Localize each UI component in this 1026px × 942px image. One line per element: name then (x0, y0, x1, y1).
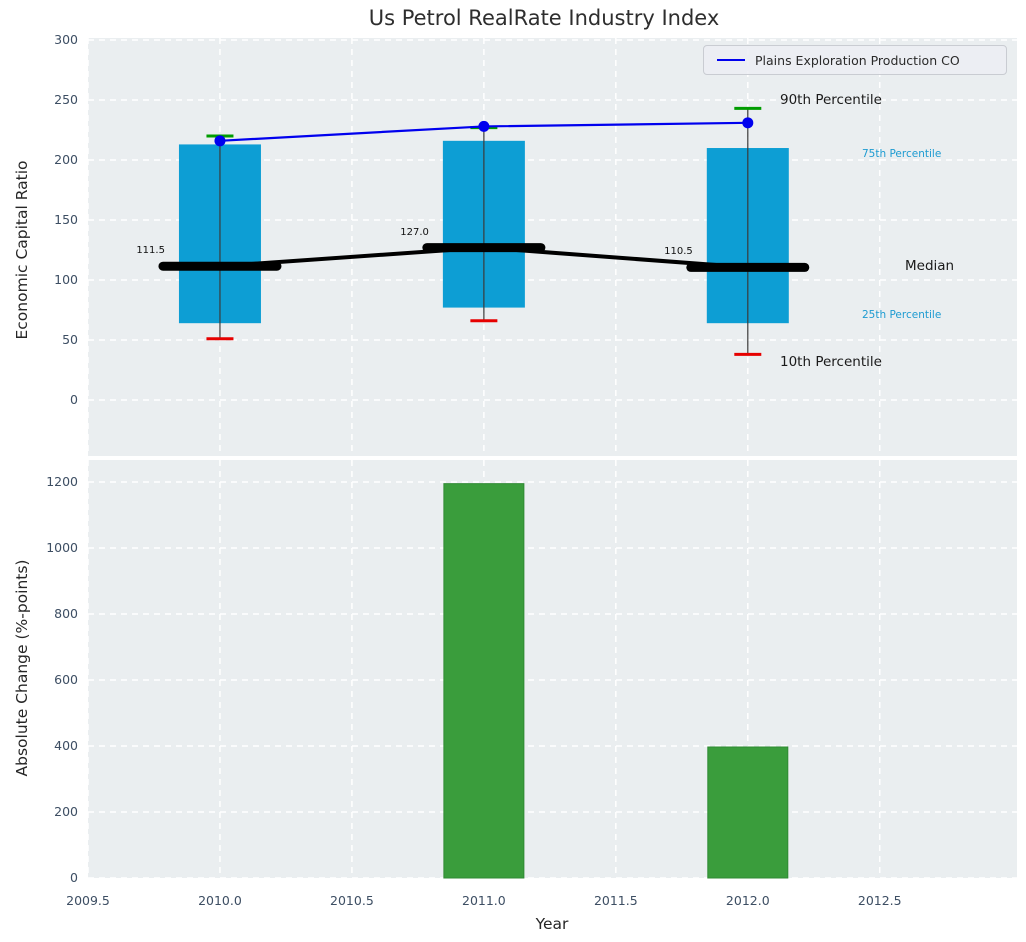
y-tick-label-top: 100 (54, 271, 78, 287)
y-tick-label-bottom: 600 (54, 672, 78, 687)
y-tick-label-top: 250 (54, 92, 78, 108)
legend-label: Plains Exploration Production CO (755, 52, 960, 68)
y-tick-label-bottom: 400 (54, 738, 78, 753)
chart-title: Us Petrol RealRate Industry Index (368, 6, 720, 30)
x-tick-label: 2011.5 (593, 893, 638, 908)
x-tick-label: 2012.5 (857, 893, 902, 908)
y-tick-label-bottom: 200 (54, 804, 78, 819)
x-tick-label: 2012.0 (725, 893, 770, 908)
legend-line-icon (717, 59, 745, 61)
median-value-label-2011: 127.0 (400, 226, 429, 238)
x-tick-label: 2011.0 (462, 893, 506, 908)
annotation-25th-percentile: 25th Percentile (862, 309, 942, 321)
y-axis-label-bottom: Absolute Change (%-points) (13, 559, 31, 777)
y-tick-label-bottom: 800 (54, 606, 78, 621)
y-tick-label-top: 150 (54, 212, 78, 227)
annotation-75th-percentile: 75th Percentile (862, 148, 942, 160)
y-tick-label-bottom: 1200 (46, 474, 78, 489)
y-tick-label-top: 200 (54, 152, 78, 168)
legend (703, 45, 1007, 75)
x-tick-label: 2009.5 (66, 893, 110, 908)
x-tick-label: 2010.0 (198, 893, 242, 908)
annotation-10th-percentile: 10th Percentile (780, 354, 882, 370)
y-tick-label-top: 50 (62, 331, 78, 347)
y-tick-label-bottom: 0 (70, 870, 78, 885)
annotation-90th-percentile: 90th Percentile (780, 92, 882, 108)
median-value-label-2012: 110.5 (664, 246, 693, 258)
bottom-axes (88, 460, 1017, 878)
x-axis-label: Year (535, 915, 569, 933)
y-tick-label-top: 300 (54, 32, 78, 48)
x-tick-label: 2010.5 (330, 893, 374, 908)
annotation-median: Median (905, 258, 955, 274)
y-tick-label-bottom: 1000 (46, 540, 78, 555)
y-tick-label-top: 0 (70, 391, 78, 407)
median-value-label-2010: 111.5 (136, 245, 165, 257)
y-axis-label-top: Economic Capital Ratio (13, 160, 31, 340)
